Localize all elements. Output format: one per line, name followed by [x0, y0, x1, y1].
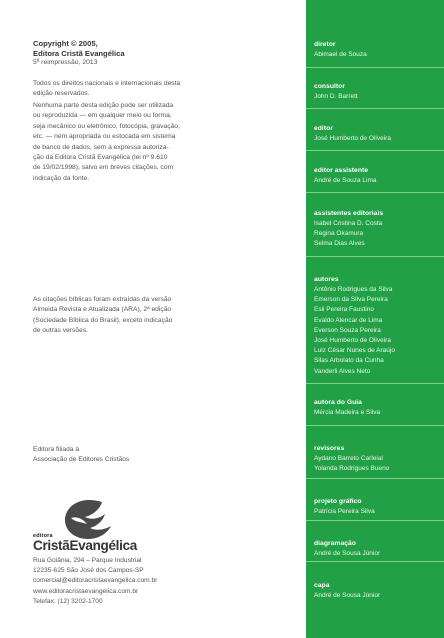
credit-name: Aydano Barreto Carleial — [314, 455, 383, 462]
credit-name: Luiz César Nunes de Araújo — [314, 347, 395, 355]
publisher-logo — [33, 498, 145, 556]
rights-line: edição reservados. — [33, 90, 90, 98]
credit-editor-assistente — [314, 166, 436, 186]
reproduction-line: seja mecânico ou eletrônico, fotocópia, gravação, — [33, 122, 180, 130]
credits-divider — [306, 192, 444, 193]
credit-revisores — [314, 444, 436, 474]
credit-name: Antônio Rodrigues da Silva — [314, 286, 393, 293]
credits-divider — [306, 520, 444, 521]
rights-paragraph — [33, 79, 273, 100]
reproduction-line: ou reproduzida — em qualquer meio ou forma, — [33, 112, 172, 120]
credit-name: Silas Arbolato da Cunha — [314, 357, 384, 365]
credits-divider — [306, 425, 444, 426]
credit-name: Mércia Madeira e Silva — [314, 409, 381, 416]
credit-autora-do-guia — [314, 398, 436, 418]
credit-role: diretor — [314, 41, 336, 48]
credits-divider — [306, 383, 444, 384]
credit-role: autores — [314, 276, 339, 283]
credit-role: editor — [314, 125, 333, 132]
credit-name: Yolanda Rodrigues Bueno — [314, 465, 390, 473]
credit-editor — [314, 124, 436, 144]
citations-line: Almeida Revista e Atualizada (ARA), 2ª edição — [33, 306, 172, 314]
credit-name: Esli Pereira Faustino — [314, 306, 374, 314]
credit-name: José Humberto de Oliveira — [314, 337, 391, 345]
credit-name: André de Souza Lima — [314, 177, 377, 184]
credit-capa — [314, 581, 436, 601]
credit-name: André de Sousa Júnior — [314, 592, 381, 599]
credit-autores — [314, 275, 436, 377]
credit-name: André de Sousa Júnior — [314, 550, 381, 557]
dove-icon — [63, 498, 115, 540]
credit-name: Regina Okamura — [314, 230, 364, 238]
credits-divider — [306, 256, 444, 257]
reproduction-line: ção da Editora Cristã Evangélica (lei nº 9.610 — [33, 154, 168, 162]
credit-role: projeto gráfico — [314, 498, 362, 505]
contact-email: comercial@editoracristaevangelica.com.br — [33, 577, 158, 585]
credit-projeto-grafico — [314, 497, 436, 517]
credits-divider — [306, 67, 444, 68]
credits-divider — [306, 150, 444, 151]
copyright-title — [33, 39, 125, 59]
contact-address: Rua Goiânia, 294 – Parque Industrial — [33, 557, 142, 564]
credits-divider — [306, 108, 444, 109]
logo-brand-text: CristãEvangélica — [33, 538, 138, 553]
credit-role: editor assistente — [314, 167, 369, 174]
contact-phone: Telefax: (12) 3202-1700 — [33, 597, 103, 605]
reproduction-line: indicação da fonte. — [33, 174, 90, 182]
reproduction-line: etc. — nem apropriada ou estocada em sistema — [33, 133, 176, 141]
rights-line: Todos os direitos nacionais e internacionais desta — [33, 80, 181, 87]
credits-divider — [306, 478, 444, 479]
credit-diagramacao — [314, 539, 436, 559]
credit-diretor — [314, 40, 436, 60]
citations-line: de outras versões. — [33, 327, 89, 335]
affiliation-paragraph — [33, 445, 273, 466]
credit-role: autora do Guia — [314, 399, 362, 406]
credits-divider — [306, 561, 444, 562]
credit-name: Emerson da Silva Pereira — [314, 296, 388, 304]
credit-name: José Humberto de Oliveira — [314, 135, 391, 142]
credit-name: Evaldo Alencar de Lima — [314, 316, 383, 324]
credit-name: Selma Dias Alves — [314, 240, 365, 248]
contact-info — [33, 556, 157, 607]
credit-role: consultor — [314, 83, 345, 90]
credit-name: John D. Barrett — [314, 93, 358, 100]
reprint-note: 5ª reimpressão, 2013 — [33, 59, 98, 66]
credit-name: Patrícia Pereira Silva — [314, 508, 375, 515]
credit-role: revisores — [314, 445, 345, 452]
reproduction-line: de banco de dados, sem a expressa autoriza- — [33, 143, 169, 151]
credit-name: Isabel Cristina D. Costa — [314, 220, 383, 227]
copyright-line-1: Copyright © 2005, — [33, 39, 98, 48]
citations-line: (Sociedade Bíblica do Brasil), exceto indicação — [33, 316, 173, 324]
credit-name: Everson Souza Pereira — [314, 326, 381, 334]
logo-editora-text: editora — [33, 533, 53, 539]
credit-role: capa — [314, 582, 330, 589]
affiliation-line: Associação de Editores Cristãos — [33, 456, 130, 464]
reproduction-line: de 19/02/1998), salvo em breves citações, com — [33, 164, 174, 172]
credit-consultor — [314, 82, 436, 102]
credit-name: Vanderli Alves Neto — [314, 367, 371, 375]
credit-assistentes-editoriais — [314, 209, 436, 250]
citations-line: As citações bíblicas foram extraídas da versão — [33, 296, 172, 303]
credit-name: Abimael de Souza — [314, 51, 367, 58]
reproduction-line: Nenhuma parte desta edição pode ser utilizada — [33, 102, 174, 109]
citations-paragraph — [33, 295, 273, 337]
copyright-line-2: Editora Cristã Evangélica — [33, 49, 125, 58]
affiliation-line: Editora filiada à — [33, 446, 80, 453]
contact-city: 12235-625 São José dos Campos-SP — [33, 567, 144, 575]
contact-website: www.editoracristaevangelica.com.br — [33, 587, 139, 595]
credit-role: assistentes editoriais — [314, 210, 384, 217]
reproduction-paragraph — [33, 101, 273, 184]
credit-role: diagramação — [314, 540, 356, 547]
